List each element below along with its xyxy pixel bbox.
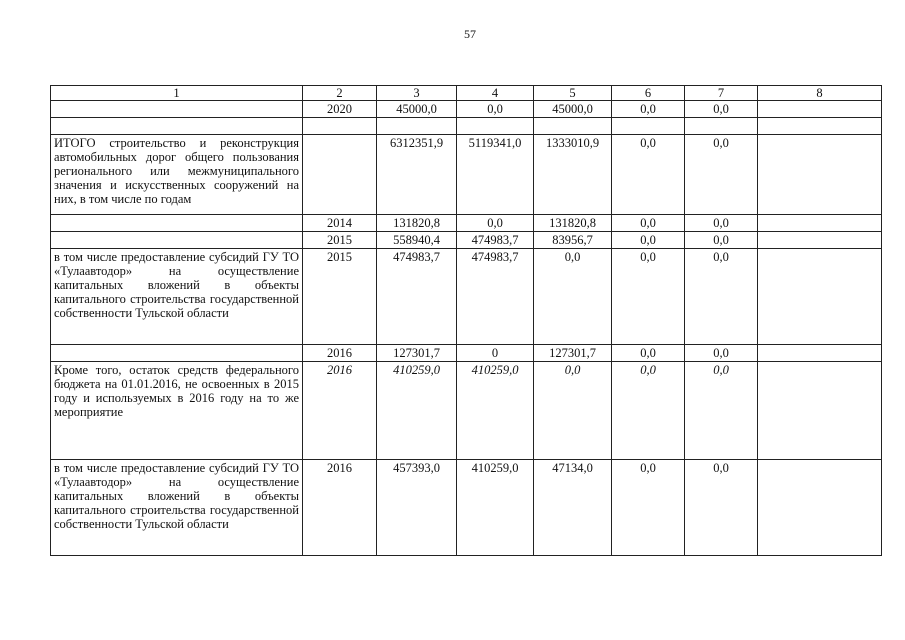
row-total: 6312351,9 [377,135,457,215]
row-col8 [758,249,882,345]
row-col8 [758,460,882,556]
row-col7: 0,0 [685,249,758,345]
row-col6: 0,0 [612,101,685,118]
row-federal: 5119341,0 [457,135,534,215]
row-regional: 127301,7 [534,345,612,362]
row-col6: 0,0 [612,215,685,232]
row-col8 [758,232,882,249]
table-row [51,362,882,460]
row-year: 2015 [303,249,377,345]
row-label [51,232,303,249]
row-federal: 0,0 [457,101,534,118]
column-header: 4 [457,86,534,101]
row-col6: 0,0 [612,232,685,249]
row-total: 558940,4 [377,232,457,249]
row-federal: 410259,0 [457,460,534,556]
row-federal: 474983,7 [457,249,534,345]
row-federal: 474983,7 [457,232,534,249]
row-col8 [758,345,882,362]
row-col6 [612,118,685,135]
row-label: в том числе предоставление субсидий ГУ ТО «Тулаавтодор» на осуществление капитальных вложений в объекты капитального строительства государственной собственности Тульской области [51,460,303,556]
row-col8 [758,135,882,215]
table-row [51,460,882,556]
row-col6: 0,0 [612,345,685,362]
row-year: 2020 [303,101,377,118]
row-col8 [758,118,882,135]
column-header: 5 [534,86,612,101]
row-col6: 0,0 [612,135,685,215]
column-header: 6 [612,86,685,101]
table-row [51,215,882,232]
column-header: 2 [303,86,377,101]
table-row [51,249,882,345]
column-header: 1 [51,86,303,101]
row-col7: 0,0 [685,215,758,232]
table-row [51,101,882,118]
row-label [51,215,303,232]
table-row [51,345,882,362]
row-total: 45000,0 [377,101,457,118]
row-col7: 0,0 [685,101,758,118]
table-row [51,232,882,249]
row-federal: 410259,0 [457,362,534,460]
row-col7: 0,0 [685,362,758,460]
row-col8 [758,215,882,232]
row-col7: 0,0 [685,460,758,556]
row-total: 127301,7 [377,345,457,362]
row-col7: 0,0 [685,135,758,215]
row-year: 2015 [303,232,377,249]
row-year: 2014 [303,215,377,232]
row-label: в том числе предоставление субсидий ГУ ТО «Тулаавтодор» на осуществление капитальных вложений в объекты капитального строительства государственной собственности Тульской области [51,249,303,345]
row-regional: 1333010,9 [534,135,612,215]
row-col7: 0,0 [685,345,758,362]
row-label [51,118,303,135]
table-row [51,118,882,135]
row-label [51,345,303,362]
row-regional: 47134,0 [534,460,612,556]
row-year: 2016 [303,362,377,460]
row-col8 [758,101,882,118]
row-federal: 0 [457,345,534,362]
row-regional: 0,0 [534,362,612,460]
row-regional [534,118,612,135]
row-regional: 0,0 [534,249,612,345]
row-col6: 0,0 [612,362,685,460]
row-col7 [685,118,758,135]
row-regional: 45000,0 [534,101,612,118]
row-label: ИТОГО строительство и реконструкция автомобильных дорог общего пользования регионального или межмуниципального значения и искусственных сооружений на них, в том числе по годам [51,135,303,215]
row-year [303,118,377,135]
row-label: Кроме того, остаток средств федерального бюджета на 01.01.2016, не освоенных в 2015 году и используемых в 2016 году на то же мероприятие [51,362,303,460]
row-total: 457393,0 [377,460,457,556]
row-total: 474983,7 [377,249,457,345]
row-total: 131820,8 [377,215,457,232]
row-regional: 131820,8 [534,215,612,232]
row-col8 [758,362,882,460]
column-header: 7 [685,86,758,101]
column-header: 3 [377,86,457,101]
table-header-row [51,86,882,101]
page-number: 57 [464,27,476,41]
row-label [51,101,303,118]
row-federal: 0,0 [457,215,534,232]
row-federal [457,118,534,135]
row-year: 2016 [303,345,377,362]
row-year [303,135,377,215]
row-total: 410259,0 [377,362,457,460]
row-col6: 0,0 [612,249,685,345]
row-year: 2016 [303,460,377,556]
row-total [377,118,457,135]
row-col7: 0,0 [685,232,758,249]
row-col6: 0,0 [612,460,685,556]
table-row [51,135,882,215]
row-regional: 83956,7 [534,232,612,249]
column-header: 8 [758,86,882,101]
financing-table [50,85,882,556]
